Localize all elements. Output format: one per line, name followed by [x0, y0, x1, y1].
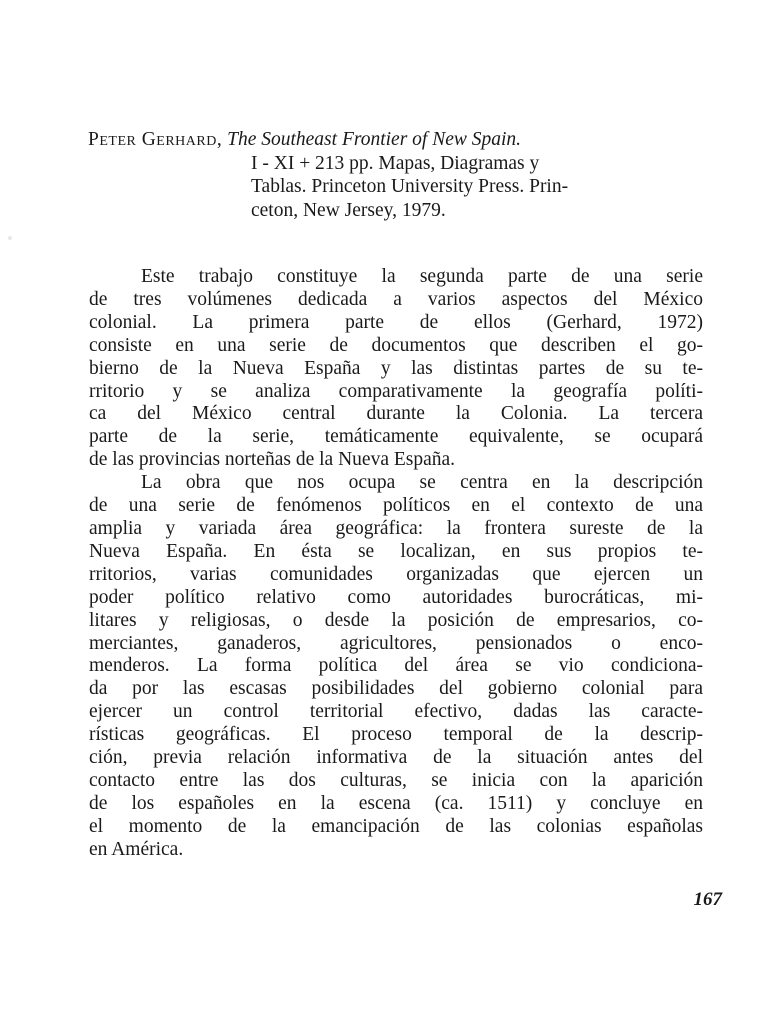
paragraph-line: ca del México central durante la Colonia. La tercera	[89, 403, 703, 425]
paragraph-line: en América.	[89, 838, 184, 860]
paragraph-line: contacto entre las dos culturas, se inicia con la aparición	[89, 769, 703, 791]
citation-author: Peter Gerhard,	[88, 129, 223, 150]
paragraph-line: rritorio y se analiza comparativamente la geografía políti-	[89, 380, 703, 402]
citation-title: The Southeast Frontier of New Spain.	[227, 129, 522, 150]
paragraph-line: poder político relativo como autoridades burocráticas, mi-	[89, 586, 703, 608]
paragraph-line: de tres volúmenes dedicada a varios aspectos del México	[89, 288, 703, 310]
paragraph-line: merciantes, ganaderos, agricultores, pensionados o enco-	[89, 632, 703, 654]
paragraph-line: menderos. La forma política del área se vio condiciona-	[89, 655, 703, 677]
paragraph	[89, 472, 703, 861]
paragraph	[89, 266, 703, 472]
citation-heading-line	[88, 128, 728, 152]
book-citation	[88, 128, 728, 222]
paragraph-line: litares y religiosas, o desde la posición de empresarios, co-	[89, 609, 703, 631]
paragraph-line: de las provincias norteñas de la Nueva España.	[89, 449, 456, 471]
paragraph-line: rísticas geográficas. El proceso temporal de la descrip-	[89, 724, 703, 746]
paragraph-line: Este trabajo constituye la segunda parte de una serie	[141, 266, 703, 287]
paragraph-line: amplia y variada área geográfica: la frontera sureste de la	[89, 517, 703, 539]
page-number: 167	[693, 889, 722, 910]
paragraph-line: de los españoles en la escena (ca. 1511) y concluye en	[89, 792, 703, 814]
paragraph-line: Nueva España. En ésta se localizan, en sus propios te-	[89, 540, 703, 562]
citation-detail-line: ceton, New Jersey, 1979.	[251, 199, 446, 221]
citation-detail-line: I - XI + 213 pp. Mapas, Diagramas y	[251, 152, 540, 174]
paragraph-line: La obra que nos ocupa se centra en la descripción	[141, 472, 703, 494]
paragraph-line: de una serie de fenómenos políticos en el contexto de una	[89, 495, 703, 517]
review-body	[89, 266, 703, 862]
citation-detail-line: Tablas. Princeton University Press. Prin-	[251, 176, 569, 197]
paragraph-line: el momento de la emancipación de las colonias españolas	[89, 815, 703, 837]
paragraph-line: colonial. La primera parte de ellos (Gerhard, 1972)	[89, 311, 703, 333]
paragraph-line: bierno de la Nueva España y las distintas partes de su te-	[89, 357, 703, 379]
paragraph-line: consiste en una serie de documentos que describen el go-	[89, 334, 703, 356]
paragraph-line: parte de la serie, temáticamente equivalente, se ocupará	[89, 426, 703, 448]
paragraph-line: da por las escasas posibilidades del gobierno colonial para	[89, 678, 703, 700]
paragraph-line: ejercer un control territorial efectivo, dadas las caracte-	[89, 701, 703, 723]
paragraph-line: ción, previa relación informativa de la situación antes del	[89, 747, 703, 769]
paragraph-line: rritorios, varias comunidades organizadas que ejercen un	[89, 563, 703, 585]
scan-speck	[8, 236, 12, 240]
